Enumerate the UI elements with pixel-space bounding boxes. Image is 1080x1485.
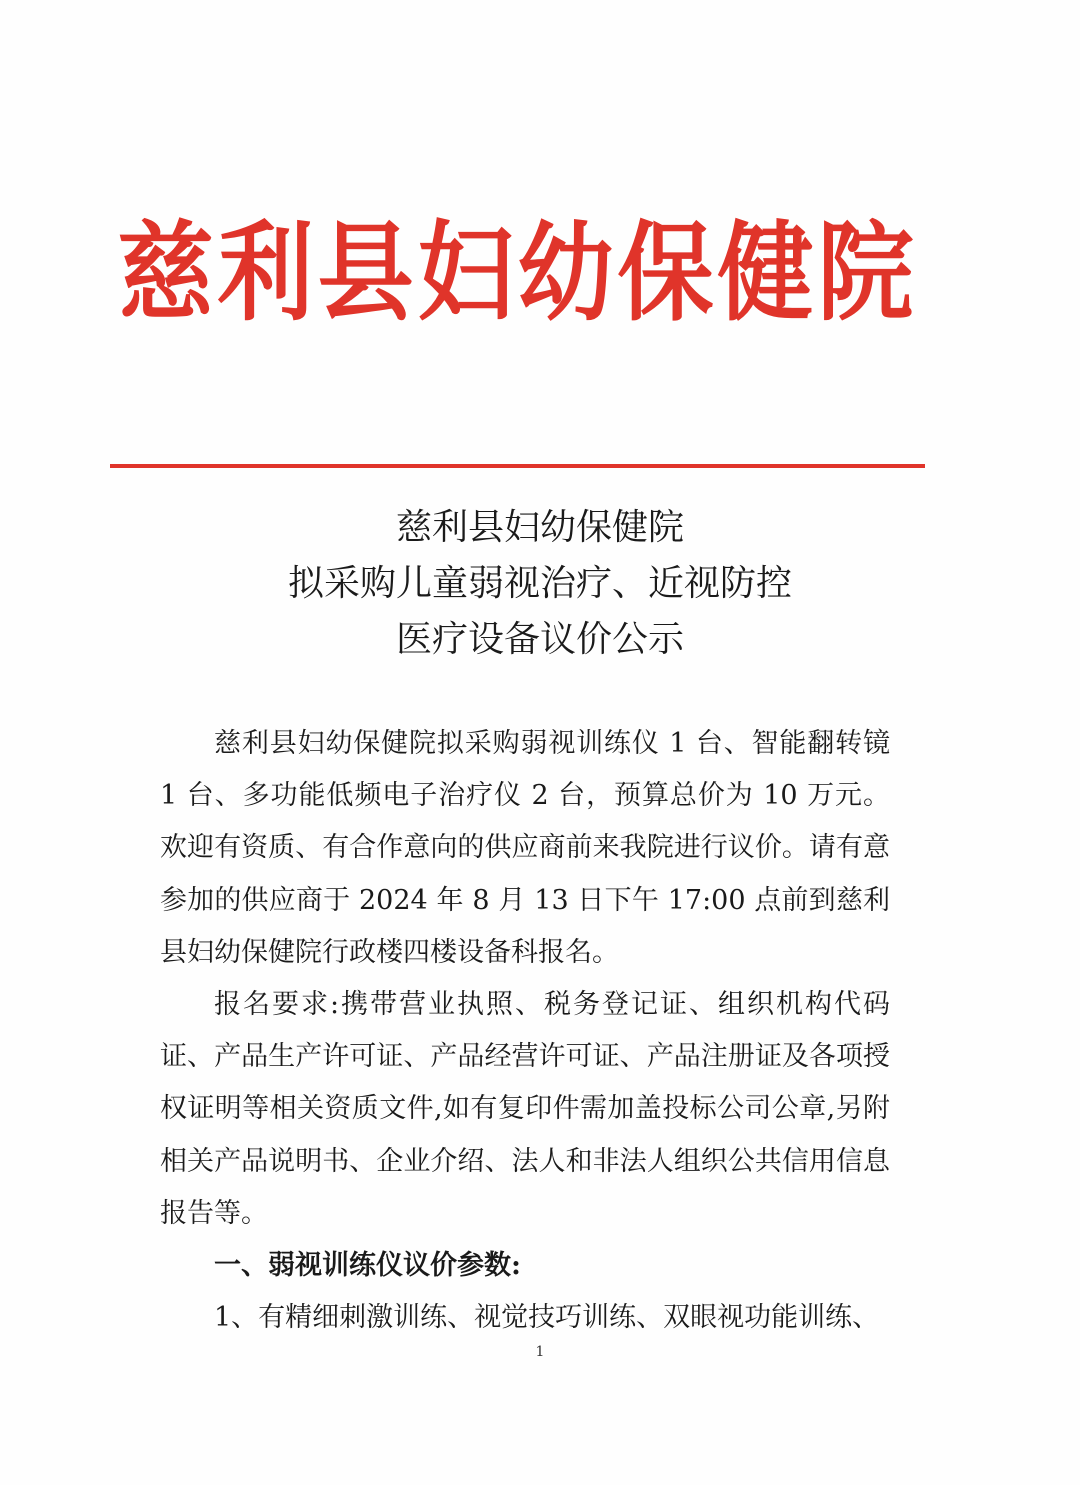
title-line-3: 医疗设备议价公示 xyxy=(395,619,684,660)
letterhead-title: 慈利县妇幼保健院 xyxy=(117,209,918,336)
page-number: 1 xyxy=(535,1344,545,1360)
document-title xyxy=(110,500,970,668)
title-line-2: 拟采购儿童弱视治疗、近视防控 xyxy=(287,563,792,604)
letterhead-divider xyxy=(110,464,925,468)
document-body xyxy=(160,718,890,1344)
body-paragraph-requirements: 报名要求:携带营业执照、税务登记证、组织机构代码证、产品生产许可证、产品经营许可证、产品注册证及各项授权证明等相关资质文件,如有复印件需加盖投标公司公章,另附相关产品说明书、企业介绍、法人和非法人组织公共信用信息报告等。 xyxy=(160,989,890,1229)
body-paragraph-intro: 慈利县妇幼保健院拟采购弱视训练仪 1 台、智能翻转镜 1 台、多功能低频电子治疗仪 2 台，预算总价为 10 万元。欢迎有资质、有合作意向的供应商前来我院进行议价。请有意参加的供应商于 2024 年 8 月 13 日下午 17:00 点前到慈利县妇幼保健院行政楼四楼设备科报名。 xyxy=(160,728,890,968)
section-heading: 一、弱视训练仪议价参数: xyxy=(214,1250,521,1282)
list-item: 1、有精细刺激训练、视觉技巧训练、双眼视功能训练、 xyxy=(214,1302,880,1334)
title-line-1: 慈利县妇幼保健院 xyxy=(395,507,684,548)
